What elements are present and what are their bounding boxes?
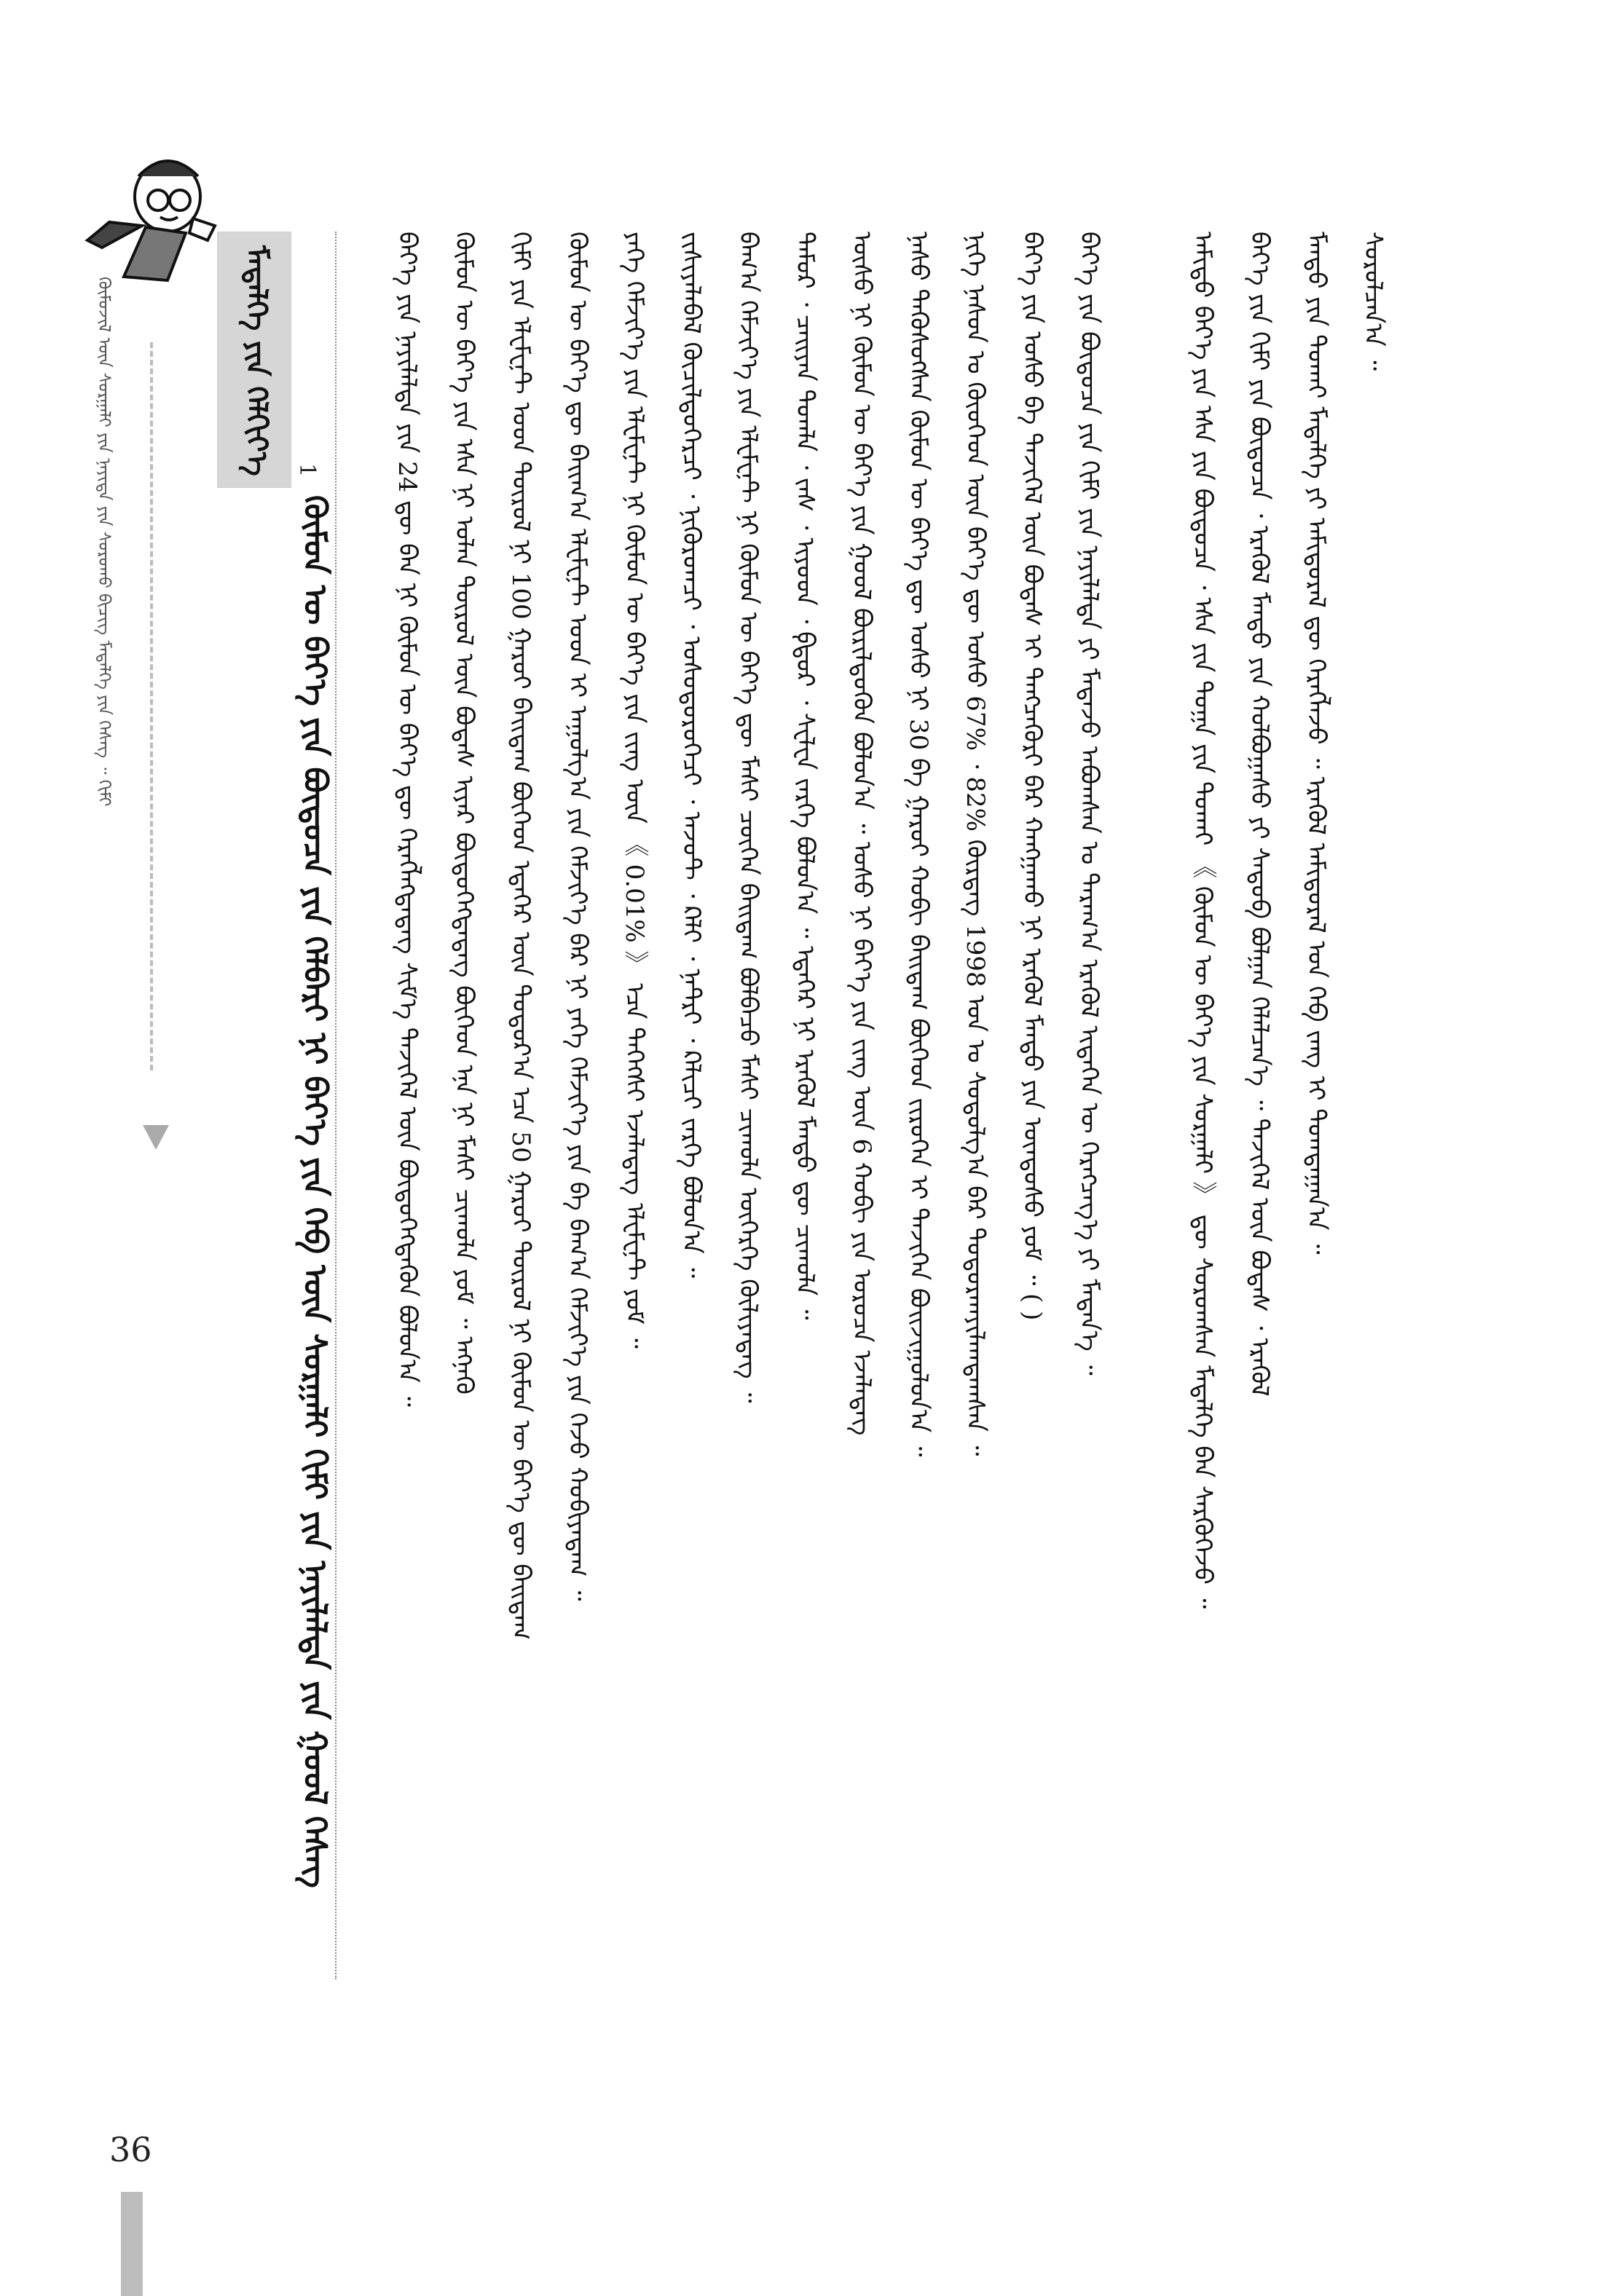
section-label-box	[217, 232, 291, 488]
text-column: ᠨᠠᠰᠤ ᠲᠡᠭᠦᠰᠦᠭᠰᠡᠨ ᠬᠦᠮᠦᠨ ᠦ ᠪᠡᠶ᠎ᠡ ᠳᠦ ᠤᠰᠤ ᠨᠢ 30 ᠪᠠ ᠭᠠᠷᠤᠢ ᠬᠤᠪᠢ ᠪᠠᠢᠳᠠᠭ ᠪᠥᠭᠡᠳ ᠵᠢᠷᠤᠬᠡᠨ ᠢ ᠲᠡᠵᠢᠭᠡᠨ ᠪᠣᠢᠵᠢᠭᠤᠯᠤᠨ᠎ᠠ ᠃	[904, 232, 933, 1457]
text-column: ᠪᠡᠶ᠎ᠡ ᠶᠢᠨ ᠪᠦᠲᠦᠴᠡ ᠶᠢᠨ ᠬᠢᠮᠢ ᠶᠢᠨ ᠨᠡᠶᠢᠯᠡᠯᠲᠡ ᠶᠢ ᠮᠡᠳᠡᠵᠦ ᠠᠪᠤᠭᠰᠠᠨ ᠤ ᠳᠠᠷᠠᠭ᠎ᠠ ᠡᠷᠡᠭᠦᠯ ᠢᠳᠡᠭᠡᠨ ᠦ ᠬᠡᠷᠡᠭᠴᠡᠭ᠎ᠡ ᠶᠢ ᠮᠡᠳᠡᠨ᠎ᠡ ᠃	[1074, 232, 1103, 1376]
text-column: ᠪᠠᠭ᠎ᠠ ᠬᠡᠮᠵᠢᠶ᠎ᠡ ᠶᠢᠨ ᠡᠯᠸᠮᠸᠨ᠋ᠲ ᠨᠢ ᠬᠦᠮᠦᠨ ᠦ ᠪᠡᠶ᠎ᠡ ᠳᠦ ᠮᠠᠰᠢ ᠴᠥᠭᠡᠨ ᠪᠠᠢᠳᠠᠭ ᠪᠣᠯᠪᠠᠴᠦ ᠮᠠᠰᠢ ᠴᠢᠬᠤᠯᠠ ᠦᠭᠡᠷᠭᠡ ᠬᠦᠯᠢᠶᠡᠳᠡᠭ ᠃	[733, 232, 763, 1403]
text-column: ᠶᠡᠬᠡ ᠬᠡᠮᠵᠢᠶ᠎ᠡ ᠶᠢᠨ ᠡᠯᠸᠮᠸᠨ᠋ᠲ ᠨᠢ ᠬᠦᠮᠦᠨ ᠦ ᠪᠡᠶ᠎ᠡ ᠶᠢᠨ ᠵᠢᠩ ᠦᠨ 《 0.01% 》 ᠡᠴᠡ ᠳᠡᠭᠡᠭᠰᠢ ᠡᠵᠡᠯᠡᠳᠡᠭ ᠡᠯᠸᠮᠸᠨ᠋ᠲ ᠶᠤᠮ ᠃	[620, 232, 649, 1349]
dotted-rule	[335, 232, 337, 1979]
text-column: ᠪᠡᠶ᠎ᠡ ᠶᠢᠨ ᠬᠢᠮᠢ ᠶᠢᠨ ᠪᠦᠲᠦᠴᠡ ᠂ ᠡᠷᠡᠭᠦᠯ ᠮᠡᠨᠳᠦ ᠶᠢᠨ ᠬᠣᠯᠪᠣᠭᠠᠰᠤ ᠶᠢ ᠰᠡᠳᠦᠪ ᠪᠣᠯᠭᠠᠨ ᠬᠡᠯᠡᠯᠴᠡᠨ᠎ᠡ ᠃ ᠲᠡᠵᠢᠭᠡᠯ ᠦᠨ ᠪᠣᠳᠠᠰ ᠂ ᠡᠷᠡᠭᠦᠯ	[1245, 232, 1274, 1397]
text-column: ᠰᠤᠷᠤᠯᠴᠠᠨ᠎ᠠ ᠃	[1358, 232, 1388, 371]
text-column: ᠨᠢᠭᠡ ᠨᠠᠰᠤᠨ ᠤ ᠬᠦᠦᠬᠡᠳ ᠦᠨ ᠪᠡᠶ᠎ᠡ ᠳᠦ ᠤᠰᠤ 67% ᠂ 82% ᠬᠦᠷᠳᠡᠭ 1998 ᠣᠨ ᠤ ᠰᠤᠳᠤᠯᠭ᠎ᠠ ᠪᠡᠷ ᠲᠣᠳᠤᠷᠬᠠᠶᠢᠯᠠᠭᠳᠠᠭᠰᠠᠨ ᠃	[961, 232, 990, 1456]
header-dashed-divider	[150, 342, 153, 1070]
text-column: ᠬᠦᠮᠦᠨ ᠦ ᠪᠡᠶ᠎ᠡ ᠳᠦ ᠪᠠᠢᠭ᠎ᠠ ᠡᠯᠸᠮᠸᠨ᠋ᠲ ᠤᠳ ᠢ ᠠᠭᠤᠯᠭ᠎ᠠ ᠶᠢᠨ ᠬᠡᠮᠵᠢᠶ᠎ᠡ ᠪᠡᠷ ᠨᠢ ᠶᠡᠬᠡ ᠬᠡᠮᠵᠢᠶ᠎ᠡ ᠶᠢᠨ ᠪᠠ ᠪᠠᠭ᠎ᠠ ᠬᠡᠮᠵᠢᠶ᠎ᠡ ᠶᠢᠨ ᠭᠡᠵᠦ ᠬᠤᠪᠢᠶᠠᠳᠠᠭ ᠃	[563, 232, 592, 1601]
running-header: ᠬᠥᠮᠦᠵᠢᠯ ᠦᠨ ᠰᠤᠷᠭᠠᠯᠢ ᠶᠢᠨ ᠨᠡᠶᠢᠲᠡ ᠶᠢᠨ ᠰᠤᠷᠤᠬᠤ ᠪᠢᠴᠢᠭ ᠮᠡᠳᠡᠯᠭᠡ ᠶᠢᠨ ᠬᠡᠰᠡᠭ ᠃ ᠬᠢᠮᠢ	[94, 277, 114, 807]
text-column: ᠪᠡᠶ᠎ᠡ ᠶᠢᠨ ᠤᠰᠤ ᠪᠠ ᠲᠡᠵᠢᠭᠡᠯ ᠦᠨ ᠪᠣᠳᠠᠰ ᠢ ᠲᠡᠩᠴᠡᠭᠦᠷᠢ ᠪᠡᠷ ᠬᠠᠩᠭᠠᠬᠤ ᠨᠢ ᠡᠷᠡᠭᠦᠯ ᠮᠡᠨᠳᠦ ᠶᠢᠨ ᠦᠨᠳᠦᠰᠦ ᠶᠤᠮ ᠃ ( )	[1018, 232, 1047, 1321]
section-label: ᠮᠡᠳᠡᠯᠭᠡ ᠶᠢᠨ ᠬᠡᠯᠬᠢᠶ᠎ᠡ	[240, 245, 273, 476]
text-column: ᠮᠡᠨᠳᠦ ᠶᠢᠨ ᠲᠤᠬᠠᠢ ᠮᠡᠳᠡᠯᠭᠡ ᠶᠢ ᠠᠮᠢᠳᠤᠷᠠᠯ ᠳᠦ ᠬᠡᠷᠡᠭᠯᠡᠵᠦ ᠃ ᠡᠷᠡᠭᠦᠯ ᠠᠮᠢᠳᠤᠷᠠᠯ ᠤᠨ ᠬᠡᠪ ᠵᠠᠩ ᠢ ᠲᠣᠭᠲᠠᠭᠠᠨ᠎ᠠ ᠃	[1302, 232, 1331, 1255]
text-column: ᠪᠡᠶ᠎ᠡ ᠶᠢᠨ ᠨᠡᠶᠢᠯᠡᠯᠲᠡ ᠶᠢᠨ 24 ᠳᠦ ᠪᠠᠨ ᠨᠢ ᠬᠦᠮᠦᠨ ᠦ ᠪᠡᠶ᠎ᠡ ᠳᠦ ᠬᠡᠷᠡᠭᠯᠡᠭᠳᠡᠳᠡᠭ ᠰᠢᠮ᠎ᠡ ᠲᠡᠵᠢᠭᠡᠯ ᠦᠨ ᠪᠦᠲᠦᠭᠡᠭᠳᠡᠬᠦᠨ ᠪᠣᠯᠤᠨ᠎ᠠ ᠃	[393, 232, 422, 1407]
page-number: 36	[109, 2130, 152, 2169]
mascot-illustration	[58, 131, 226, 291]
page-edge-tab	[121, 2192, 143, 2296]
section-number: 1	[294, 463, 320, 478]
text-column: ᠬᠦᠮᠦᠨ ᠦ ᠪᠡᠶ᠎ᠡ ᠶᠢᠨ ᠡᠰᠡ ᠨᠢ ᠣᠯᠠᠨ ᠲᠦᠷᠦᠯ ᠦᠨ ᠪᠣᠳᠠᠰ ᠢᠶᠠᠷ ᠪᠦᠲᠦᠭᠡᠭᠳᠡᠳᠡᠭ ᠪᠥᠭᠡᠳ ᠡᠨᠡ ᠨᠢ ᠮᠠᠰᠢ ᠴᠢᠬᠤᠯᠠ ᠶᠤᠮ ᠃ ᠡᠩᠨᠡᠬᠦ	[449, 232, 479, 1394]
section-title: ᠬᠦᠮᠦᠨ ᠦ ᠪᠡᠶ᠎ᠡ ᠶᠢᠨ ᠪᠦᠲᠦᠴᠡ ᠶᠢᠨ ᠬᠡᠯᠪᠡᠷᠢ ᠨᠢ ᠪᠡᠶ᠎ᠡ ᠶᠢᠨ ᠬᠡᠪ ᠦᠨ ᠰᠤᠷᠭᠠᠯᠢ ᠬᠢᠮᠢ ᠶᠢᠨ ᠨᠡᠶᠢᠯᠡᠯᠲᠡ ᠶᠢᠨ ᠭᠣᠣᠯ ᠬᠡᠰᠡᠭ	[296, 495, 334, 1888]
text-column: ᠬᠢᠮᠢ ᠶᠢᠨ ᠡᠯᠸᠮᠸᠨ᠋ᠲ ᠤᠳ ᠲᠥᠷᠥᠯ ᠨᠢ 100 ᠭᠠᠷᠤᠢ ᠪᠠᠢᠳᠠᠭ ᠪᠥᠭᠡᠳ ᠡᠳᠡᠭᠡᠷ ᠦᠨ ᠳᠣᠲᠣᠷ᠎ᠠ ᠡᠴᠡ 50 ᠭᠠᠷᠤᠢ ᠲᠥᠷᠥᠯ ᠨᠢ ᠬᠦᠮᠦᠨ ᠦ ᠪᠡᠶ᠎ᠡ ᠳᠦ ᠪᠠᠢᠳᠠᠭ	[506, 232, 535, 1641]
text-column: ᠵᠢᠱᠢᠶᠡᠯᠡᠪᠡᠯ ᠬᠦᠴᠢᠯᠲᠦᠭᠡᠷᠴᠢ ᠂ ᠨᠢᠭᠦᠷᠤᠭᠴᠢ ᠂ ᠤᠰᠤᠲᠦᠷᠦᠭᠡᠴᠢ ᠂ ᠠᠵᠤᠲ ᠂ ᠺᠠᠯᠢ ᠂ ᠨᠠᠲᠷᠢ ᠂ ᠺᠠᠯᠢᠴᠢ ᠵᠡᠷᠭᠡ ᠪᠣᠯᠤᠨ᠎ᠠ ᠃	[677, 232, 706, 1278]
triangle-marker-icon	[143, 1125, 169, 1150]
text-column: ᠠᠮᠢᠳᠤ ᠪᠡᠶ᠎ᠡ ᠶᠢᠨ ᠡᠰᠡ ᠶᠢᠨ ᠪᠦᠲᠦᠴᠡ ᠂ ᠡᠰᠡ ᠶᠢᠨ ᠲᠣᠭᠠ ᠶᠢᠨ ᠲᠤᠬᠠᠢ 《 ᠬᠦᠮᠦᠨ ᠦ ᠪᠡᠶ᠎ᠡ ᠶᠢᠨ ᠰᠤᠷᠭᠠᠯᠢ 》 ᠳᠦ ᠰᠤᠷᠤᠭᠰᠠᠨ ᠮᠡᠳᠡᠯᠭᠡ ᠪᠡᠨ ᠰᠡᠷᠭᠦᠭᠡᠵᠦ ᠃	[1188, 232, 1217, 1609]
body-text	[379, 232, 1581, 2001]
text-column: ᠲᠡᠮᠦᠷ ᠂ ᠴᠠᠢᠶᠠᠨ ᠲᠤᠭᠯᠠ ᠂ ᠵᠡᠰ ᠂ ᠢᠶᠣᠳ ᠂ ᠹᠲᠣᠷ ᠂ ᠰᠸᠯᠸᠨ ᠵᠡᠷᠭᠡ ᠪᠣᠯᠤᠨ᠎ᠠ ᠃ ᠡᠳᠡᠭᠡᠷ ᠨᠢ ᠡᠷᠡᠭᠦᠯ ᠮᠡᠨᠳᠦ ᠳᠦ ᠴᠢᠬᠤᠯᠠ ᠃	[790, 232, 819, 1320]
text-column: ᠦᠰᠦ ᠨᠢ ᠬᠦᠮᠦᠨ ᠦ ᠪᠡᠶ᠎ᠡ ᠶᠢᠨ ᠭᠣᠣᠯ ᠪᠦᠷᠢᠯᠳᠦᠬᠦᠨ ᠪᠣᠯᠤᠨ᠎ᠠ ᠃ ᠤᠰᠤ ᠨᠢ ᠪᠡᠶ᠎ᠡ ᠶᠢᠨ ᠵᠢᠩ ᠦᠨ 6 ᠬᠤᠪᠢ ᠶᠢᠨ ᠤᠷᠤᠴᠠ ᠡᠵᠡᠯᠡᠳᠡᠭ	[847, 232, 876, 1436]
text-column	[1117, 232, 1174, 2001]
